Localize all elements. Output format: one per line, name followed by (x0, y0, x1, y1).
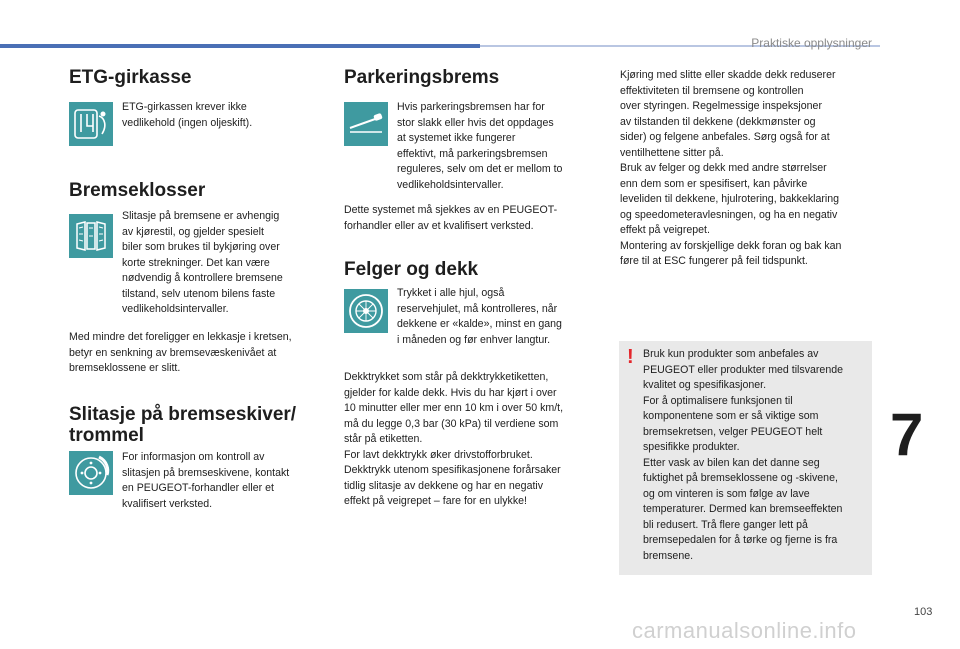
section-title: Praktiske opplysninger (751, 36, 872, 50)
etg-text: ETG-girkassen krever ikke vedlikehold (ingen oljeskift). (122, 101, 253, 129)
right-column-text: Kjøring med slitte eller skadde dekk reduserer effektiviteten til bremsene og kontrollen over styringen. Regelmessige inspeksjoner av tilstanden til dekkene (dekkmønster og sider) og felgene anbefales. Sørg også for at ventilhettene sitter på. Bruk av felger og dekk med andre størrelser enn dem som er spesifisert, kan påvirke leveliden til dekkene, hjulrotering, bakkeklaring og speedometeravlesningen, og ha en negativ effekt på veigrepet. Montering av forskjellige dekk foran og bak kan føre til at ESC fungerer på feil tidspunkt. (620, 69, 842, 267)
warning-text: Bruk kun produkter som anbefales av PEUGEOT eller produkter med tilsvarende kvalitet og spesifikasjoner. For å optimalisere funksjonen til komponentene som er så viktige som bremsekretsen, velger PEUGEOT helt spesifikke produkter. Etter vask av bilen kan det danne seg fuktighet på bremseklossene og -skivene, og om vinteren is som følge av lave temperaturer. Dermed kan bremseeffekten bli redusert. Trå flere ganger lett på bremsepedalen for å tørke og fjerne is fra bremsene. (643, 348, 843, 562)
parking-heading: Parkeringsbrems (344, 67, 500, 88)
parking-brake-icon (344, 102, 388, 146)
chapter-number: 7 (890, 401, 924, 468)
warning-box (619, 341, 872, 575)
brakes-text: Slitasje på bremsene er avhengig av kjørestil, og gjelder spesielt biler som brukes til bykjøring over korte strekninger. Det kan være nødvendig å kontrollere bremsene tilstand, selv utenom bilens faste vedlikeholdsintervaller. (122, 210, 283, 315)
discs-heading: Slitasje på bremseskiver/ trommel (69, 404, 297, 446)
parking-note: Dette systemet må sjekkes av en PEUGEOT- forhandler eller av et kvalifisert verksted. (344, 204, 558, 232)
brakes-note: Med mindre det foreligger en lekkasje i kretsen, betyr en senkning av bremsevæskenivået at bremseklossene er slitt. (69, 331, 292, 374)
discs-text: For informasjon om kontroll av slitasjen på bremseskivene, kontakt en PEUGEOT-forhandler eller et kvalifisert verksted. (122, 451, 290, 510)
warning-icon: ! (627, 346, 634, 368)
page-number: 103 (914, 606, 933, 618)
brakes-heading: Bremseklosser (69, 180, 206, 201)
parking-text: Hvis parkeringsbremsen har for stor slakk eller hvis det oppdages at systemet ikke fungerer effektivt, må parkeringsbremsen reguleres, selv om det er mellom to vedlikeholdsintervaller. (397, 101, 563, 191)
watermark: carmanualsonline.info (632, 618, 857, 643)
brake-pads-icon (69, 214, 113, 258)
header-accent-bar (0, 44, 480, 48)
tyre-icon (344, 289, 388, 333)
brake-disc-icon (69, 451, 113, 495)
tyres-text: Trykket i alle hjul, også reservehjulet, må kontrolleres, når dekkene er «kalde», minst en gang i måneden og før enhver langtur. (397, 287, 562, 346)
tyres-heading: Felger og dekk (344, 259, 479, 280)
etg-heading: ETG-girkasse (69, 67, 192, 88)
gearbox-icon (69, 102, 113, 146)
tyres-note: Dekktrykket som står på dekktrykketiketten, gjelder for kalde dekk. Hvis du har kjørt i over 10 minutter eller mer enn 10 km i over 50 km/t, må du legge 0,3 bar (30 kPa) til verdiene som står på etiketten. For lavt dekktrykk øker drivstofforbruket. Dekktrykk utenom spesifikasjonene forårsaker tidlig slitasje av dekkene og har en negativ effekt på veigrepet – fare for en ulykke! (344, 371, 564, 507)
